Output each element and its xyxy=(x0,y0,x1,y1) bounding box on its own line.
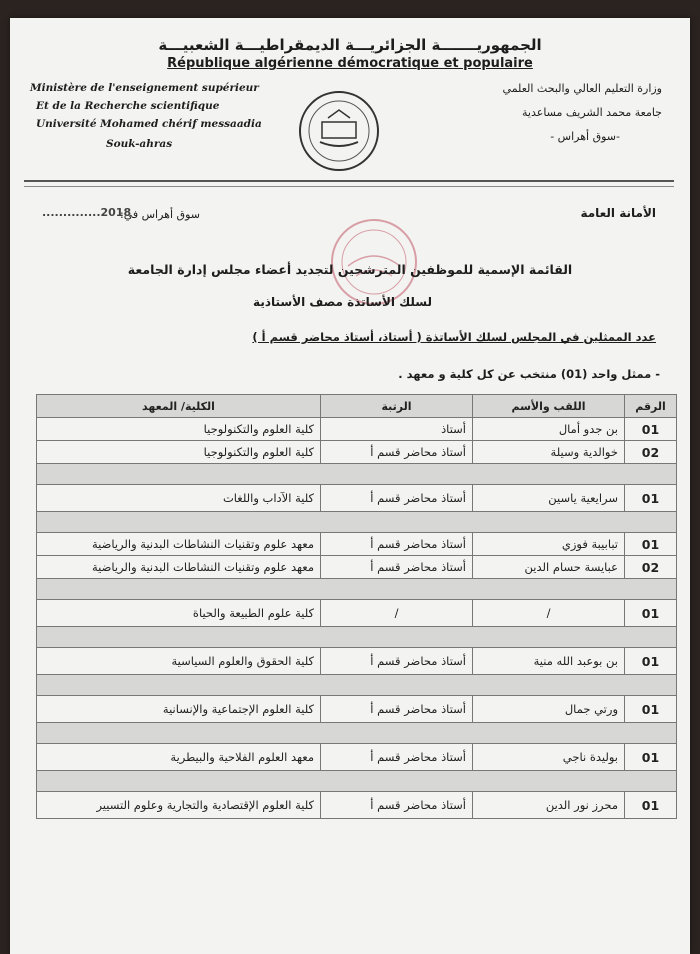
table-row xyxy=(37,600,677,627)
row-name: بن جدو أمال xyxy=(473,418,625,441)
date-label: سوق أهراس في: xyxy=(120,208,200,221)
group-separator xyxy=(37,579,677,600)
row-faculty: كلية العلوم والتكنولوجيا xyxy=(37,418,321,441)
row-number: 01 xyxy=(625,792,677,819)
row-name: بوليدة ناجي xyxy=(473,744,625,771)
header-rule xyxy=(24,180,674,182)
table-row xyxy=(37,441,677,464)
table-row xyxy=(37,744,677,771)
representatives-intro: عدد الممثلين في المجلس لسلك الأساتذة ( أستاذ، أستاذ محاضر قسم أ ) xyxy=(252,330,656,344)
row-name: بن بوعبد الله منية xyxy=(473,648,625,675)
row-faculty: كلية الحقوق والعلوم السياسية xyxy=(37,648,321,675)
table-row xyxy=(37,533,677,556)
row-faculty: كلية العلوم الإجتماعية والإنسانية xyxy=(37,696,321,723)
group-separator xyxy=(37,627,677,648)
row-faculty: كلية العلوم والتكنولوجيا xyxy=(37,441,321,464)
row-number: 01 xyxy=(625,600,677,627)
row-faculty: كلية الآداب واللغات xyxy=(37,485,321,512)
row-number: 02 xyxy=(625,556,677,579)
group-separator xyxy=(37,723,677,744)
group-separator xyxy=(37,464,677,485)
row-rank: / xyxy=(321,600,473,627)
header-rule-thin xyxy=(24,186,674,187)
university-fr: Université Mohamed chérif messaadia xyxy=(36,118,262,130)
row-faculty: كلية العلوم الإقتصادية والتجارية وعلوم التسيير xyxy=(37,792,321,819)
ministry-fr: Ministère de l'enseignement supérieur xyxy=(30,82,259,94)
row-number: 01 xyxy=(625,648,677,675)
table-header-row xyxy=(37,395,677,418)
city-fr: Souk-ahras xyxy=(106,138,173,150)
header-name: اللقب والأسم xyxy=(473,395,625,418)
date-value: ..............2018 xyxy=(42,206,132,219)
group-separator xyxy=(37,512,677,533)
ministry-ar: وزارة التعليم العالي والبحث العلمي xyxy=(502,82,662,95)
row-rank: أستاذ محاضر قسم أ xyxy=(321,485,473,512)
row-number: 01 xyxy=(625,485,677,512)
candidates-table xyxy=(36,394,677,819)
header-number: الرقم xyxy=(625,395,677,418)
table-row xyxy=(37,648,677,675)
row-number: 02 xyxy=(625,441,677,464)
university-logo xyxy=(298,90,380,172)
row-name: عبايسة حسام الدين xyxy=(473,556,625,579)
header-rank: الرتبة xyxy=(321,395,473,418)
row-name: تبابيبة فوزي xyxy=(473,533,625,556)
row-name: / xyxy=(473,600,625,627)
arabic-republic-title: الجمهوريـــــــة الجزائريـــة الديمقراطيـــة الشعبيـــة xyxy=(158,36,542,54)
row-rank: أستاذ xyxy=(321,418,473,441)
row-name: محرز نور الدين xyxy=(473,792,625,819)
research-fr: Et de la Recherche scientifique xyxy=(36,100,220,112)
group-separator xyxy=(37,771,677,792)
row-number: 01 xyxy=(625,744,677,771)
representatives-note: - ممثل واحد (01) منتخب عن كل كلية و معهد . xyxy=(398,367,660,381)
row-rank: أستاذ محاضر قسم أ xyxy=(321,441,473,464)
row-rank: أستاذ محاضر قسم أ xyxy=(321,696,473,723)
document-page xyxy=(10,18,690,954)
table-row xyxy=(37,696,677,723)
header-faculty: الكلية/ المعهد xyxy=(37,395,321,418)
document-subtitle: لسلك الأساتذة مصف الأستاذية xyxy=(253,295,432,309)
table-row xyxy=(37,485,677,512)
french-republic-title: République algérienne démocratique et populaire xyxy=(167,56,533,71)
row-faculty: كلية علوم الطبيعة والحياة xyxy=(37,600,321,627)
row-name: ورتي جمال xyxy=(473,696,625,723)
group-separator xyxy=(37,675,677,696)
row-number: 01 xyxy=(625,418,677,441)
city-ar: -سوق أهراس - xyxy=(550,130,620,143)
university-ar: جامعة محمد الشريف مساعدية xyxy=(522,106,662,119)
row-number: 01 xyxy=(625,533,677,556)
row-rank: أستاذ محاضر قسم أ xyxy=(321,648,473,675)
table-row xyxy=(37,418,677,441)
row-number: 01 xyxy=(625,696,677,723)
row-rank: أستاذ محاضر قسم أ xyxy=(321,744,473,771)
row-faculty: معهد العلوم الفلاحية والبيطرية xyxy=(37,744,321,771)
table-row xyxy=(37,556,677,579)
row-rank: أستاذ محاضر قسم أ xyxy=(321,533,473,556)
table-row xyxy=(37,792,677,819)
document-title: القائمة الإسمية للموظفين المترشحين لتجديد أعضاء مجلس إدارة الجامعة xyxy=(127,262,573,277)
row-name: خوالدية وسيلة xyxy=(473,441,625,464)
row-faculty: معهد علوم وتقنيات النشاطات البدنية والرياضية xyxy=(37,556,321,579)
row-name: سرايعية ياسين xyxy=(473,485,625,512)
row-faculty: معهد علوم وتقنيات النشاطات البدنية والرياضية xyxy=(37,533,321,556)
department-label: الأمانة العامة xyxy=(580,206,656,220)
row-rank: أستاذ محاضر قسم أ xyxy=(321,556,473,579)
row-rank: أستاذ محاضر قسم أ xyxy=(321,792,473,819)
